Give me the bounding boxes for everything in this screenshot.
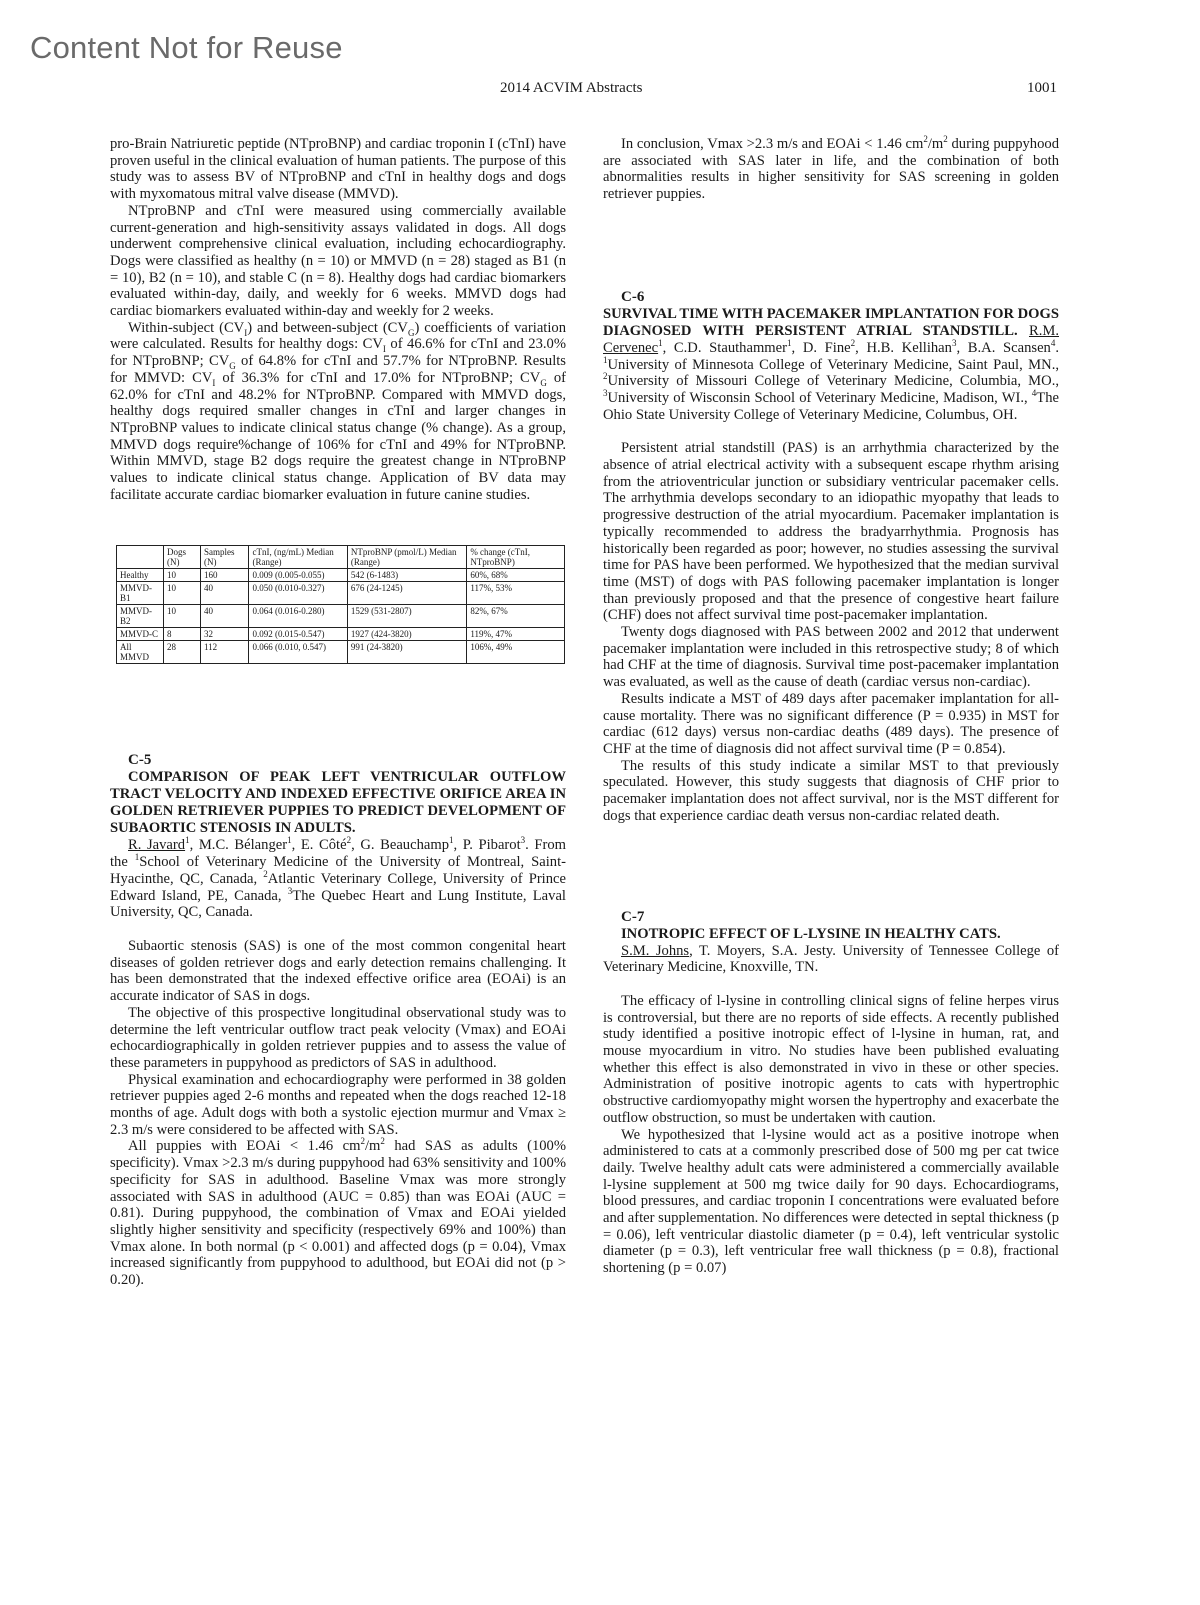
table-cell: 117%, 53%	[467, 582, 565, 605]
table-cell: 40	[201, 582, 249, 605]
abstract-id: C-5	[128, 752, 152, 769]
paragraph: The efficacy of l-lysine in controlling clinical signs of feline herpes virus is controversial, but there are no reports of side effects. A recently published study identified a positive inotropic effect of l-lysine in human, rat, and mouse myocardium in vitro. No studies have been published evaluating whether this effect is also demonstrated in vivo in these or other species. Administration of positive inotropic agents to cats with hypertrophic obstructive cardiomyopathy might worsen the hypertrophy and exacerbate the outflow obstruction, so must be undertaken with caution.	[603, 992, 1059, 1126]
table-cell: 1529 (531-2807)	[347, 605, 466, 628]
paragraph: NTproBNP and cTnI were measured using commercially available current-generation and high-sensitivity assays validated in dogs. All dogs underwent comprehensive clinical evaluation, including echocardiography. Dogs were classified as healthy (n = 10) or MMVD (n = 28) staged as B1 (n = 10), B2 (n = 10), and stable C (n = 8). Healthy dogs had cardiac biomarkers evaluated within-day, daily, and weekly for 6 weeks. MMVD dogs had cardiac biomarkers evaluated within-day and weekly for 2 weeks.	[110, 202, 566, 320]
table-cell: MMVD-C	[117, 628, 164, 641]
paragraph: We hypothesized that l-lysine would act as a positive inotrope when administered to cats at a commonly prescribed dose of 500 mg per cat twice daily. Twelve healthy adult cats were administered a commercially available l-lysine supplement at 500 mg twice daily for 90 days. Echocardiograms, blood pressures, and cardiac troponin I concentrations were evaluated before and after supplementation. No differences were detected in septal thickness (p = 0.06), left ventricular diastolic diameter (p = 0.4), left ventricular systolic diameter (p = 0.3), left ventricular free wall thickness (p = 0.8), fractional shortening (p = 0.07)	[603, 1126, 1059, 1277]
abstract-id: C-6	[621, 288, 645, 305]
table-cell: 10	[164, 582, 201, 605]
table-header-cell: Dogs (N)	[164, 546, 201, 569]
abstract-authors: S.M. Johns, T. Moyers, S.A. Jesty. University of Tennessee College of Veterinary Medicine, Knoxville, TN.	[603, 942, 1060, 976]
abstract-title: INOTROPIC EFFECT OF L-LYSINE IN HEALTHY CATS.	[621, 925, 1001, 942]
paragraph: Twenty dogs diagnosed with PAS between 2002 and 2012 that underwent pacemaker implantation were included in this retrospective study; 8 of which had CHF at the time of diagnosis. Survival time post-pacemaker implantation was evaluated, as well as the cause of death (cardiac versus non-cardiac).	[603, 624, 1059, 691]
table-cell: Healthy	[117, 569, 164, 582]
right-column	[603, 136, 1059, 1277]
page-number: 1001	[1027, 80, 1057, 96]
table-header-cell: % change (cTnI, NTproBNP)	[467, 546, 565, 569]
table-header-row	[117, 546, 565, 569]
table-cell: MMVD-B2	[117, 605, 164, 628]
paragraph: Physical examination and echocardiography were performed in 38 golden retriever puppies aged 2-6 months and repeated when the dogs reached 12-18 months of age. Adult dogs with both a systolic ejection murmur and Vmax ≥ 2.3 m/s were considered to be affected with SAS.	[110, 1071, 566, 1138]
table-header-cell: cTnI, (ng/mL) Median (Range)	[249, 546, 347, 569]
table-cell: 119%, 47%	[467, 628, 565, 641]
paragraph: All puppies with EOAi < 1.46 $cm^2/m^2$ had SAS as adults (100% specificity). Vmax >2.3 m/s during puppyhood had 63% sensitivity and 100% specificity for SAS in adulthood. Baseline Vmax was more strongly associated with SAS in adulthood (AUC = 0.85) than was EOAi (AUC = 0.81). During puppyhood, the combination of Vmax and EOAi yielded slightly higher sensitivity and specificity (respectively 69% and 100%) than Vmax alone. In both normal (p < 0.001) and affected dogs (p = 0.04), Vmax increased significantly from puppyhood to adulthood, but EOAi did not (p > 0.20).	[110, 1136, 566, 1289]
table-row	[117, 605, 565, 628]
table-cell: 0.064 (0.016-0.280)	[249, 605, 347, 628]
table-cell: 676 (24-1245)	[347, 582, 466, 605]
paragraph: The objective of this prospective longitudinal observational study was to determine the left ventricular outflow tract peak velocity (Vmax) and EOAi echocardiographically in golden retriever puppies and to assess the value of these parameters in puppyhood as predictors of SAS in adulthood.	[110, 1004, 566, 1071]
table-cell: 10	[164, 569, 201, 582]
table-cell: 0.050 (0.010-0.327)	[249, 582, 347, 605]
abstract-title: COMPARISON OF PEAK LEFT VENTRICULAR OUTFLOW TRACT VELOCITY AND INDEXED EFFECTIVE ORIFICE AREA IN GOLDEN RETRIEVER PUPPIES TO PREDICT DEVELOPMENT OF SUBAORTIC STENOSIS IN ADULTS.	[110, 769, 566, 837]
paragraph: pro-Brain Natriuretic peptide (NTproBNP) and cardiac troponin I (cTnI) have proven useful in the clinical evaluation of human patients. The purpose of this study was to assess BV of NTproBNP and cTnI in healthy dogs and dogs with myxomatous mitral valve disease (MMVD).	[110, 136, 566, 203]
table-cell: 160	[201, 569, 249, 582]
table-row	[117, 641, 565, 664]
abstract-c6	[603, 289, 1059, 825]
table-cell: 8	[164, 628, 201, 641]
table-header-cell: NTproBNP (pmol/L) Median (Range)	[347, 546, 466, 569]
cv-paragraph: Within-subject $(CV_I)$ and between-subject $(CV_G)$ coefficients of variation were calculated. Results for healthy dogs: $CV_I$ of 46.6% for cTnI and 23.0% for NTproBNP; $CV_G$ of 64.8% for cTnI and 57.7% for NTproBNP. Results for MMVD: $CV_I$ of 36.3% for cTnI and 17.0% for NTproBNP; $CV_G$ of 62.0% for cTnI and 48.2% for NTproBNP. Compared with MMVD dogs, healthy dogs required smaller changes in cTnI and larger changes in NTproBNP values to indicate clinical status change (% change). As a group, MMVD dogs require%change of 106% for cTnI and 49% for NTproBNP. Within MMVD, stage B2 dogs require the greatest change in NTproBNP values to indicate clinical status change. Application of BV data may facilitate accurate cardiac biomarker evaluation in future canine studies.	[110, 319, 566, 503]
table-cell: 112	[201, 641, 249, 664]
table-cell: 32	[201, 628, 249, 641]
table-cell: 542 (6-1483)	[347, 569, 466, 582]
table-cell: 991 (24-3820)	[347, 641, 466, 664]
abstract-id: C-7	[621, 908, 645, 925]
abstract-title: SURVIVAL TIME WITH PACEMAKER IMPLANTATION FOR DOGS DIAGNOSED WITH PERSISTENT ATRIAL STANDSTILL.	[603, 305, 1060, 339]
table-cell: 40	[201, 605, 249, 628]
left-column	[110, 136, 566, 1289]
biomarker-table	[116, 545, 565, 664]
table-header-cell: Samples (N)	[201, 546, 249, 569]
paragraph: Subaortic stenosis (SAS) is one of the most common congenital heart diseases of golden retriever dogs and early detection remains challenging. It has been demonstrated that the indexed effective orifice area (EOAi) is an accurate indicator of SAS in dogs.	[110, 937, 566, 1005]
abstract-authors: R. Javard$^1$, M.C. Bélanger$^1$, E. Côté$^2$, G. Beauchamp$^1$, P. Pibarot$^3$. From the $^1$School of Veterinary Medicine of the University of Montreal, Saint-Hyacinthe, QC, Canada, $^2$Atlantic Veterinary College, University of Prince Edward Island, PE, Canada, $^3$The Quebec Heart and Lung Institute, Laval University, QC, Canada.	[110, 835, 567, 921]
paragraph: In conclusion, Vmax >2.3 m/s and EOAi < 1.46 $cm^2/m^2$ during puppyhood are associated with SAS later in life, and the combination of both abnormalities results in higher sensitivity for SAS screening in golden retriever puppies.	[603, 134, 1059, 203]
table-cell: 28	[164, 641, 201, 664]
paragraph: Persistent atrial standstill (PAS) is an arrhythmia characterized by the absence of atrial electrical activity with a subsequent escape rhythm arising from the atrioventricular junction or subsidiary ventricular pacemaker cells. The arrhythmia develops secondary to an idiopathic myopathy that leads to progressive destruction of the atrial myocardium. Pacemaker implantation is typically recommended to address the bradyarrhythmia. Prognosis has historically been regarded as poor; however, no studies assessing the survival time for PAS have been performed. We hypothesized that the median survival time (MST) of dogs with PAS following pacemaker implantation is longer than previously proposed and that the presence of congestive heart failure (CHF) does not affect survival time post-pacemaker implantation.	[603, 440, 1059, 624]
abstract-c5	[110, 752, 566, 1288]
running-head	[0, 80, 1200, 102]
table-cell: 0.092 (0.015-0.547)	[249, 628, 347, 641]
table-cell: All MMVD	[117, 641, 164, 664]
paragraph: Results indicate a MST of 489 days after pacemaker implantation for all-cause mortality. There was no significant difference (P = 0.935) in MST for cardiac (612 days) versus non-cardiac deaths (489 days). The presence of CHF at the time of diagnosis did not affect survival time (P = 0.854).	[603, 690, 1059, 757]
table-cell: 10	[164, 605, 201, 628]
watermark: Content Not for Reuse	[30, 30, 343, 65]
table-cell: 106%, 49%	[467, 641, 565, 664]
abstract-authors: R.M. Cervenec$^1$, C.D. Stauthammer$^1$, D. Fine$^2$, H.B. Kellihan$^3$, B.A. Scansen$^4$. $^1$University of Minnesota College of Veterinary Medicine, Saint Paul, MN., $^2$University of Missouri College of Veterinary Medicine, Columbia, MO., $^3$University of Wisconsin School of Veterinary Medicine, Madison, WI., $^4$The Ohio State University College of Veterinary Medicine, Columbus, OH.	[603, 322, 1059, 423]
table-cell: 1927 (424-3820)	[347, 628, 466, 641]
table-cell: 0.009 (0.005-0.055)	[249, 569, 347, 582]
table-row	[117, 569, 565, 582]
table-cell: MMVD-B1	[117, 582, 164, 605]
table-cell: 0.066 (0.010, 0.547)	[249, 641, 347, 664]
paragraph: The results of this study indicate a similar MST to that previously speculated. However, this study suggests that diagnosis of CHF prior to pacemaker implantation does not affect survival, nor is the MST different for dogs that experience cardiac death versus non-cardiac related death.	[603, 757, 1059, 824]
journal-title: 2014 ACVIM Abstracts	[500, 80, 643, 96]
table-row	[117, 628, 565, 641]
table-cell: 82%, 67%	[467, 605, 565, 628]
table-row	[117, 582, 565, 605]
table-cell: 60%, 68%	[467, 569, 565, 582]
table-header-cell	[117, 546, 164, 569]
abstract-c7	[603, 909, 1059, 1277]
